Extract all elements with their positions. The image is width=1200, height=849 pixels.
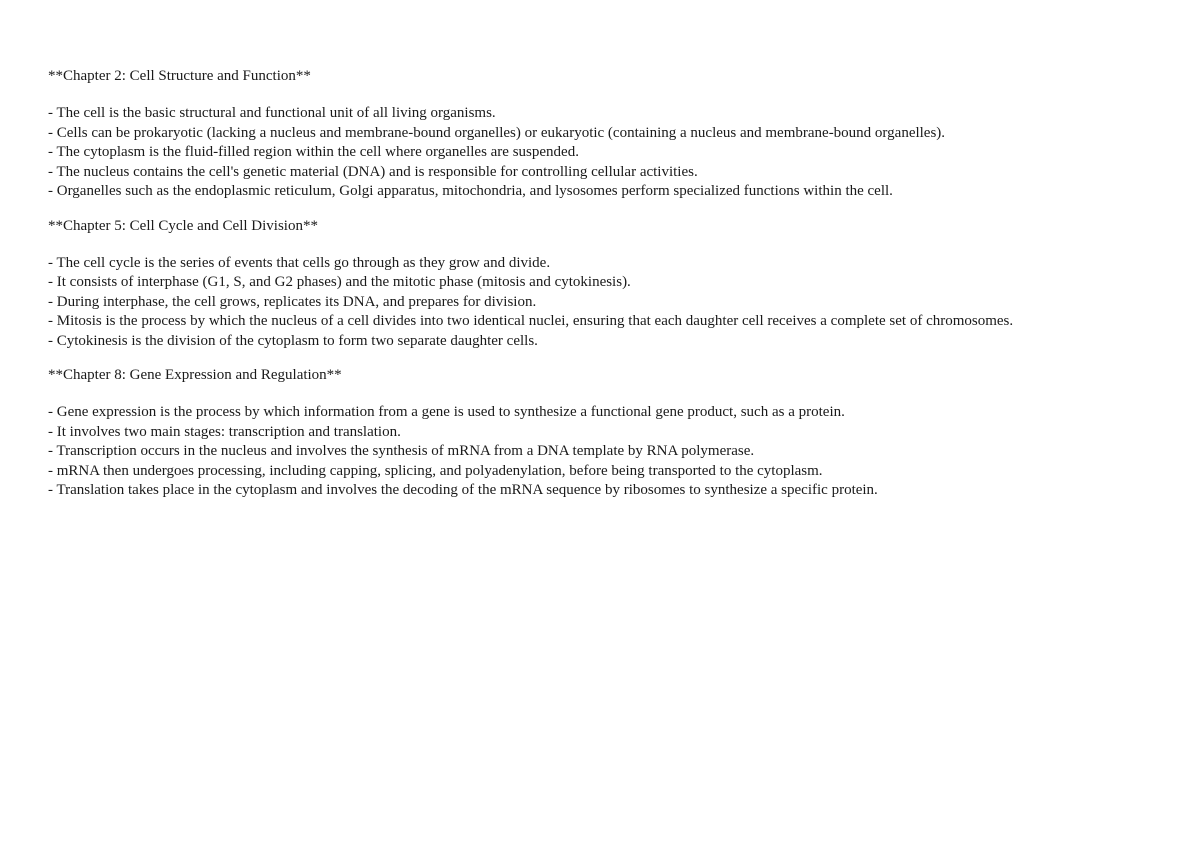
list-item: - The nucleus contains the cell's genetic material (DNA) and is responsible for controlling cellular activities. (48, 163, 698, 180)
list-item: - Transcription occurs in the nucleus and involves the synthesis of mRNA from a DNA template by RNA polymerase. (48, 443, 755, 459)
list-item: - mRNA then undergoes processing, including capping, splicing, and polyadenylation, before being transported to the cytoplasm. (48, 462, 823, 479)
chapter-5-heading: **Chapter 5: Cell Cycle and Cell Division** (48, 217, 318, 234)
chapter-5-section (48, 216, 1180, 352)
chapter-2-heading: **Chapter 2: Cell Structure and Function** (48, 68, 311, 84)
list-item: - During interphase, the cell grows, replicates its DNA, and prepares for division. (48, 293, 537, 310)
list-item: - It involves two main stages: transcription and translation. (48, 423, 401, 440)
chapter-2-section (48, 66, 1180, 202)
list-item: - The cytoplasm is the fluid-filled region within the cell where organelles are suspended. (48, 144, 579, 160)
list-item: - Translation takes place in the cytoplasm and involves the decoding of the mRNA sequence by ribosomes to synthesize a specific protein. (48, 482, 878, 498)
list-item: - Gene expression is the process by which information from a gene is used to synthesize a functional gene product, such as a protein. (48, 404, 845, 420)
list-item: - Cytokinesis is the division of the cytoplasm to form two separate daughter cells. (48, 332, 538, 349)
chapter-5-list (48, 254, 1180, 352)
chapter-2-list (48, 104, 1180, 202)
list-item: - The cell cycle is the series of events that cells go through as they grow and divide. (48, 254, 551, 271)
list-item: - Cells can be prokaryotic (lacking a nucleus and membrane-bound organelles) or eukaryotic (containing a nucleus and membrane-bound organelles). (48, 124, 946, 141)
list-item: - It consists of interphase (G1, S, and G2 phases) and the mitotic phase (mitosis and cytokinesis). (48, 274, 631, 290)
chapter-8-section (48, 365, 1180, 501)
chapter-8-heading: **Chapter 8: Gene Expression and Regulation** (48, 367, 342, 383)
chapter-8-list (48, 403, 1180, 501)
list-item: - The cell is the basic structural and functional unit of all living organisms. (48, 105, 496, 121)
list-item: - Organelles such as the endoplasmic reticulum, Golgi apparatus, mitochondria, and lysosomes perform specialized functions within the cell. (48, 183, 893, 199)
list-item: - Mitosis is the process by which the nucleus of a cell divides into two identical nuclei, ensuring that each daughter cell receives a complete set of chromosomes. (48, 313, 1014, 329)
